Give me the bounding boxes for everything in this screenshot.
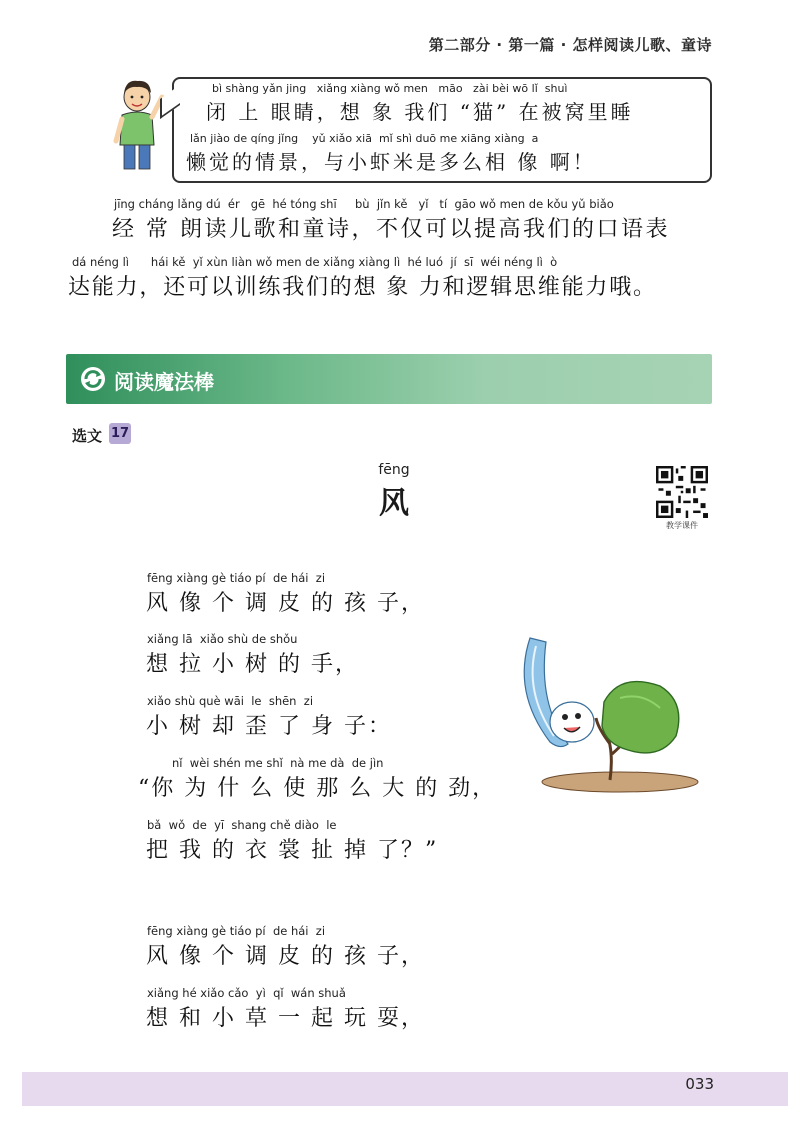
- callout-line2-text: 懒觉的情景，与小虾米是多么相 像 啊！: [186, 150, 596, 174]
- poem-s2-l1-text: 风 像 个 调 皮 的 孩 子，: [146, 944, 425, 969]
- callout-line1-text: 闭 上 眼睛，想 象 我们 “猫” 在被窝里睡: [206, 100, 634, 124]
- qr-caption: 教学课件: [666, 521, 698, 530]
- callout-line1-pinyin: bì shàng yǎn jing xiǎng xiàng wǒ men māo zài bèi wō lǐ shuì: [212, 82, 568, 95]
- poem-s2-l2-pinyin: xiǎng hé xiǎo cǎo yì qǐ wán shuǎ: [147, 986, 346, 1000]
- poem-title-pinyin: fēng: [378, 462, 410, 478]
- poem-s1-l2-text: 想 拉 小 树 的 手，: [146, 652, 359, 677]
- poem-s1-l1-text: 风 像 个 调 皮 的 孩 子，: [146, 591, 425, 616]
- intro-line2-pinyin: dá néng lì hái kě yǐ xùn liàn wǒ men de xiǎng xiàng lì hé luó jí sī wéi néng lì ò: [72, 255, 558, 269]
- selection-label: 选文: [72, 427, 103, 445]
- intro-line1-pinyin: jīng cháng lǎng dú ér gē hé tóng shī bù jǐn kě yǐ tí gāo wǒ men de kǒu yǔ biǎo: [114, 197, 614, 211]
- poem-s1-l3-text: 小 树 却 歪 了 身 子：: [146, 714, 392, 739]
- poem-title: 风: [379, 486, 409, 521]
- banner-title: 阅读魔法棒: [114, 370, 214, 394]
- poem-s2-l1-pinyin: fēng xiàng gè tiáo pí de hái zi: [147, 924, 326, 938]
- page-number: 033: [685, 1075, 714, 1093]
- footer-bar: [22, 1072, 788, 1106]
- wind-and-tree-illustration: [510, 632, 710, 802]
- refresh-circle-icon: [80, 366, 106, 392]
- selection-number-badge: 17: [109, 423, 131, 444]
- poem-s2-l2-text: 想 和 小 草 一 起 玩 耍，: [146, 1006, 425, 1031]
- poem-s1-l5-pinyin: bǎ wǒ de yī shang chě diào le: [147, 818, 337, 832]
- qr-code-icon[interactable]: [656, 466, 708, 518]
- poem-s1-l2-pinyin: xiǎng lā xiǎo shù de shǒu: [147, 632, 298, 646]
- intro-line1-text: 经 常 朗读儿歌和童诗，不仅可以提高我们的口语表: [112, 217, 670, 242]
- poem-s1-l1-pinyin: fēng xiàng gè tiáo pí de hái zi: [147, 571, 326, 585]
- callout-line2-pinyin: lǎn jiào de qíng jǐng yǔ xiǎo xiā mǐ shì duō me xiāng xiàng a: [190, 132, 539, 145]
- intro-line2-text: 达能力，还可以训练我们的想 象 力和逻辑思维能力哦。: [68, 275, 657, 300]
- section-header: 第二部分 · 第一篇 · 怎样阅读儿歌、童诗: [428, 36, 712, 54]
- section-banner: [66, 354, 712, 404]
- poem-s1-l4-text: “你 为 什 么 使 那 么 大 的 劲，: [138, 776, 497, 801]
- boy-illustration: [110, 75, 164, 175]
- poem-s1-l5-text: 把 我 的 衣 裳 扯 掉 了？”: [146, 838, 439, 863]
- poem-s1-l4-pinyin: nǐ wèi shén me shǐ nà me dà de jìn: [172, 756, 384, 770]
- poem-s1-l3-pinyin: xiǎo shù què wāi le shēn zi: [147, 694, 314, 708]
